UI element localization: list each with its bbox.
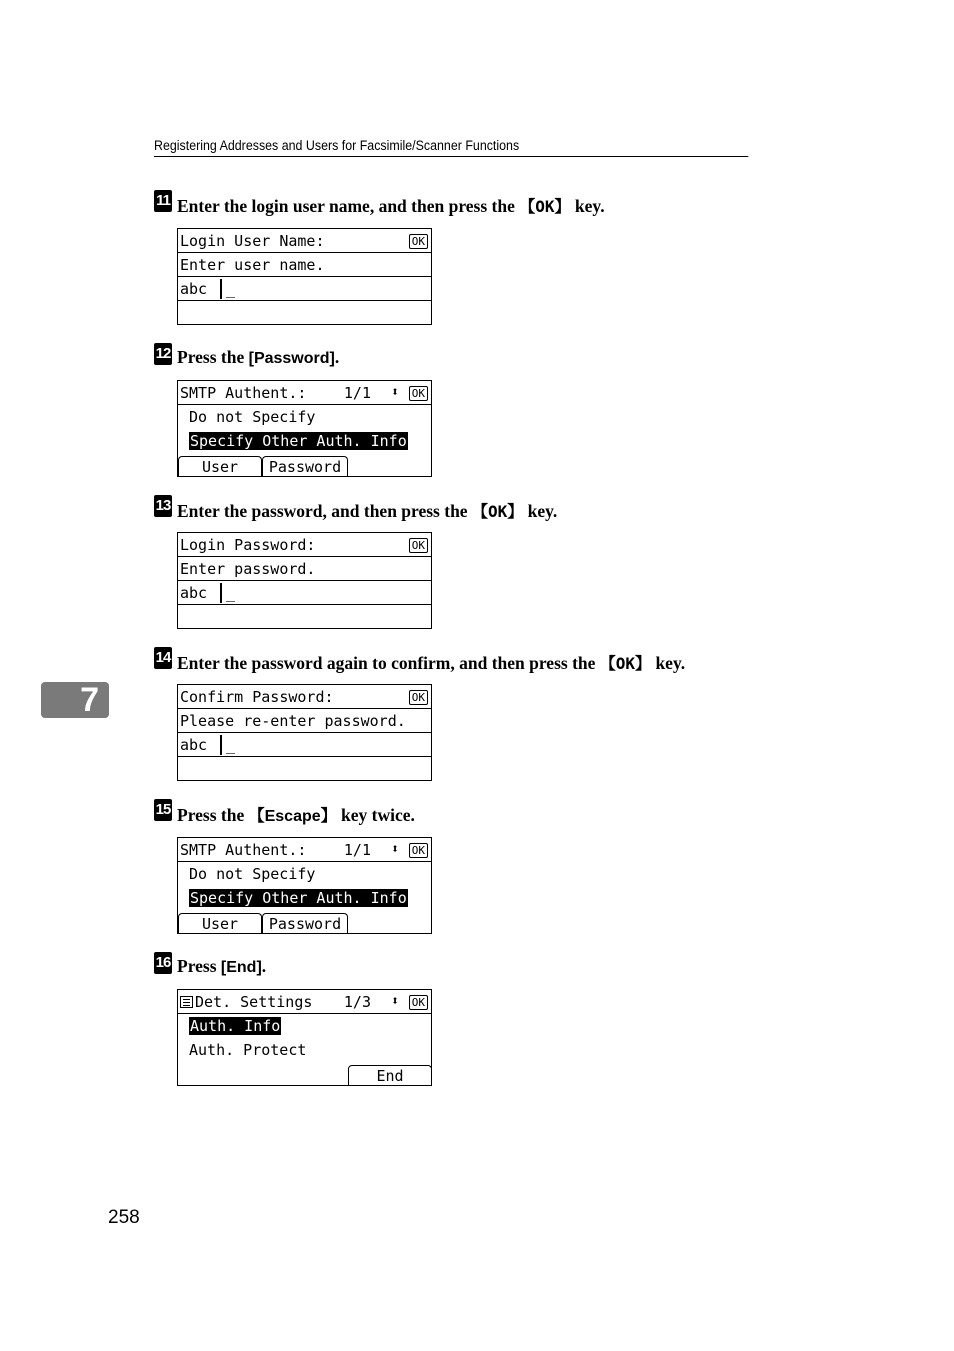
lcd-input-row[interactable] [178, 733, 431, 757]
lcd-input-row[interactable] [178, 581, 431, 605]
lcd-title: Confirm Password: [180, 688, 334, 706]
step-text: Press the [177, 805, 249, 825]
scroll-arrows-icon[interactable]: ⬍ [391, 842, 399, 857]
input-separator [220, 735, 222, 755]
selected-option-label: Specify Other Auth. Info [190, 889, 407, 907]
step-number-16: 16 [154, 952, 172, 974]
lcd-title: SMTP Authent.: [180, 841, 307, 859]
step-text: Press [177, 956, 221, 976]
lcd-title: Login Password: [180, 536, 316, 554]
input-mode: abc [180, 280, 208, 298]
ok-key-icon[interactable]: OK [409, 690, 428, 705]
escape-key-label: 【Escape】 [248, 808, 337, 825]
chapter-tab: 7 [41, 682, 109, 718]
option-specify-other-auth-info[interactable] [178, 886, 431, 910]
step-16-instruction [177, 956, 266, 977]
input-separator [220, 279, 222, 299]
step-text: key. [523, 501, 558, 521]
step-text: key. [570, 196, 605, 216]
step-text: Enter the login user name, and then press the [177, 196, 520, 216]
step-11-instruction [177, 194, 605, 217]
lcd-login-user-name [177, 228, 432, 325]
lcd-title-row [178, 229, 431, 253]
ok-key-label: 【OK】 [471, 502, 524, 521]
lcd-prompt: Please re-enter password. [178, 709, 431, 733]
user-softkey[interactable]: User [178, 913, 262, 933]
running-header: Registering Addresses and Users for Facsimile/Scanner Functions [154, 138, 748, 157]
lcd-empty-row [178, 605, 431, 629]
page-indicator: 1/1 [343, 384, 371, 402]
end-softkey[interactable]: End [348, 1065, 432, 1085]
step-number-11: 11 [154, 190, 172, 212]
step-text: . [261, 956, 267, 976]
input-separator [220, 583, 222, 603]
user-softkey[interactable]: User [178, 456, 262, 476]
step-text: Enter the password, and then press the [177, 501, 472, 521]
lcd-empty-row [178, 301, 431, 325]
step-number-14: 14 [154, 647, 172, 669]
step-text: key. [651, 653, 686, 673]
lcd-title: SMTP Authent.: [180, 384, 307, 402]
lcd-title: Login User Name: [180, 232, 325, 250]
option-specify-other-auth-info[interactable] [178, 429, 431, 453]
step-14-instruction [177, 651, 685, 674]
end-key-label: [End] [220, 959, 262, 976]
page-number: 258 [108, 1207, 140, 1228]
lcd-title-row [178, 685, 431, 709]
lcd-input-row[interactable] [178, 277, 431, 301]
lcd-prompt: Enter password. [178, 557, 431, 581]
step-text: key twice. [336, 805, 415, 825]
lcd-title-row [178, 990, 431, 1014]
lcd-smtp-authent-2 [177, 837, 432, 934]
lcd-title-row [178, 838, 431, 862]
lcd-confirm-password [177, 684, 432, 781]
option-do-not-specify[interactable]: Do not Specify [189, 865, 316, 883]
password-softkey[interactable]: Password [262, 456, 348, 476]
option-do-not-specify[interactable]: Do not Specify [189, 408, 316, 426]
scroll-arrows-icon[interactable]: ⬍ [391, 994, 399, 1009]
password-key-label: [Password] [248, 350, 335, 367]
input-mode: abc [180, 736, 208, 754]
option-auth-info[interactable] [178, 1014, 431, 1038]
step-text: . [334, 347, 340, 367]
ok-key-icon[interactable]: OK [409, 843, 428, 858]
step-number-15: 15 [154, 799, 172, 821]
text-cursor: _ [226, 584, 236, 602]
lcd-title-row [178, 381, 431, 405]
lcd-empty-row [178, 757, 431, 781]
ok-key-icon[interactable]: OK [409, 234, 428, 249]
scroll-arrows-icon[interactable]: ⬍ [391, 385, 399, 400]
text-cursor: _ [226, 280, 236, 298]
lcd-login-password [177, 532, 432, 629]
page-indicator: 1/1 [343, 841, 371, 859]
lcd-smtp-authent [177, 380, 432, 477]
lcd-title-row [178, 533, 431, 557]
step-number-13: 13 [154, 495, 172, 517]
step-15-instruction [177, 803, 415, 826]
selected-option-label: Specify Other Auth. Info [190, 432, 407, 450]
ok-key-label: 【OK】 [519, 197, 571, 216]
step-text: Press the [177, 347, 249, 367]
option-auth-protect[interactable]: Auth. Protect [189, 1041, 307, 1059]
ok-key-label: 【OK】 [599, 654, 652, 673]
lcd-prompt: Enter user name. [178, 253, 431, 277]
page-indicator: 1/3 [343, 993, 371, 1011]
selected-option-label: Auth. Info [190, 1017, 281, 1035]
text-cursor: _ [226, 736, 236, 754]
ok-key-icon[interactable]: OK [409, 538, 428, 553]
step-13-instruction [177, 499, 557, 522]
step-number-12: 12 [154, 343, 172, 365]
ok-key-icon[interactable]: OK [409, 995, 428, 1010]
ok-key-icon[interactable]: OK [409, 386, 428, 401]
input-mode: abc [180, 584, 208, 602]
step-text: Enter the password again to confirm, and then press the [177, 653, 600, 673]
password-softkey[interactable]: Password [262, 913, 348, 933]
lcd-title: Det. Settings [195, 993, 313, 1011]
lcd-det-settings [177, 989, 432, 1086]
step-12-instruction [177, 347, 339, 368]
list-icon [180, 996, 193, 1008]
